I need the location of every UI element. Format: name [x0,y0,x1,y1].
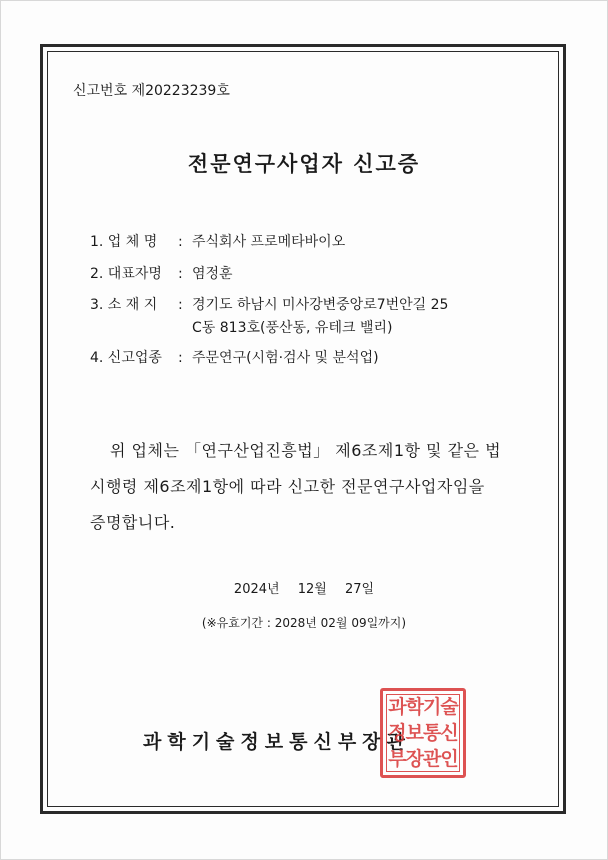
field-representative [90,263,233,283]
field-label: 3. 소 재 지 [90,297,158,313]
field-label: 4. 신고업종 [90,350,162,366]
field-value: 염정훈 [192,266,233,282]
issue-month: 12월 [297,582,327,597]
field-value: 경기도 하남시 미사강변중앙로7번안길 25 [192,297,449,313]
certification-text-line-2: 시행령 제6조제1항에 따라 신고한 전문연구사업자임을 [90,477,485,496]
field-separator: : [178,266,183,282]
certification-text-line-3: 증명합니다. [90,513,176,532]
issuer-name: 과학기술정보통신부장관 [143,731,411,753]
issue-year: 2024년 [233,582,280,597]
field-separator: : [178,234,183,250]
issue-date [0,578,608,597]
document-title: 전문연구사업자 신고증 [187,152,421,176]
registration-label: 신고번호 [73,83,128,99]
seal-text-line-2: 정보통신 [388,722,458,744]
field-address [90,294,448,314]
field-value: 주문연구(시험·검사 및 분석업) [192,350,379,366]
issue-day: 27일 [344,582,375,597]
certification-text-line-1: 위 업체는 「연구산업진흥법」 제6조제1항 및 같은 법 [110,441,502,460]
field-separator: : [178,297,183,313]
field-company-name [90,231,345,251]
seal-text-line-1: 과학기술 [388,696,458,718]
field-business-type [90,347,379,367]
seal-text-line-3: 부장관인 [388,748,458,770]
validity-period: (※유효기간 : 2028년 02월 09일까지) [201,616,407,630]
official-seal [380,688,466,778]
field-separator: : [178,350,183,366]
field-address-line2: C동 813호(풍산동, 유테크 밸리) [192,320,393,336]
registration-value: 제20223239호 [131,83,230,99]
field-value: 주식회사 프로메타바이오 [192,234,346,250]
registration-number [73,80,230,100]
field-label: 1. 업 체 명 [90,234,158,250]
field-label: 2. 대표자명 [90,266,162,282]
